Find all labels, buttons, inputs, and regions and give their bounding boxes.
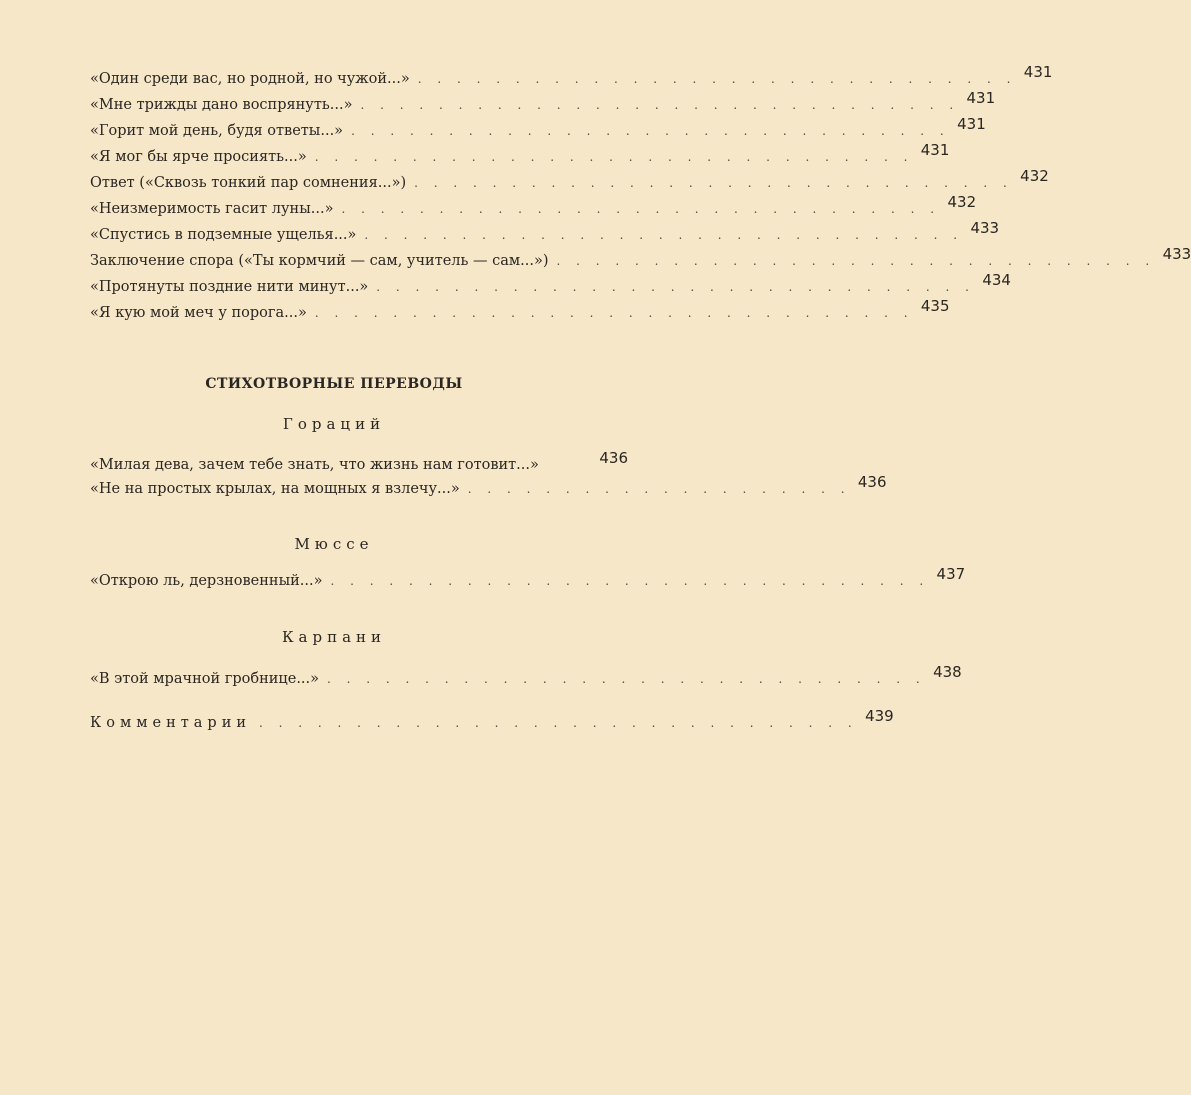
toc-entry-page: 435 (920, 297, 950, 315)
toc-entry[interactable] (90, 89, 996, 116)
toc-entry-page: 437 (936, 565, 966, 583)
toc-entry[interactable] (90, 473, 887, 500)
dot-leader: . . . . . . . . . . . . . . . . . . . . . . . . . . . . . . . (414, 176, 1013, 190)
toc-entry[interactable] (90, 167, 1049, 194)
author-heading-horace: Гораций (282, 415, 386, 433)
toc-entry-title: «Мне трижды дано воспрянуть...» (90, 97, 353, 113)
toc-entry[interactable] (90, 271, 1011, 298)
toc-entry-page: 431 (1023, 63, 1053, 81)
toc-entry-title: Ответ («Сквозь тонкий пар сомнения...») (90, 175, 407, 191)
dot-leader: . . . . . . . . . . . . . . . . . . . . . . . . . . . . . . . (341, 202, 941, 216)
toc-entry-page: 436 (857, 473, 887, 491)
toc-entry-page: 436 (599, 449, 628, 467)
toc-entry-title: Комментарии (90, 715, 252, 731)
toc-entry-title: «Открою ль, дерзновенный...» (90, 573, 323, 589)
dot-leader: . . . . . . . . . . . . . . . . . . . . . . . . . . . . . . . (330, 574, 930, 588)
dot-leader: . . . . . . . . . . . . . . . . . . . . . . . . . . . . . . . (314, 150, 914, 164)
toc-entry-title: «Спустись в подземные ущелья...» (90, 227, 357, 243)
section-heading-translations: СТИХОТВОРНЫЕ ПЕРЕВОДЫ (205, 376, 463, 392)
toc-entry[interactable] (90, 565, 966, 592)
author-heading-musset: Мюссе (294, 535, 374, 553)
toc-entry-page: 434 (982, 271, 1011, 289)
toc-entry[interactable] (90, 219, 1000, 246)
toc-entry[interactable] (90, 663, 962, 690)
dot-leader: . . . . . . . . . . . . . . . . . . . . . . . . . . . . . . . (376, 280, 975, 294)
toc-entry-page: 438 (933, 663, 962, 681)
dot-leader: . . . . . . . . . . . . . . . . . . . . . . . . . . . . . . . (314, 306, 914, 320)
dot-leader: . . . . . . . . . . . . . . . . . . . . . . . . . . . . . . . (417, 72, 1017, 86)
dot-leader: . . . . . . . . . . . . . . . . . . . . . . . . . . . . . . . (556, 254, 1156, 268)
toc-entry-title: «Протянуты поздние нити минут...» (90, 279, 369, 295)
toc-entry-title: «Неизмеримость гасит луны...» (90, 201, 334, 217)
dot-leader: . . . . . . . . . . . . . . . . . . . . (467, 482, 851, 496)
toc-entry-page: 431 (957, 115, 986, 133)
toc-entry-page: 431 (966, 89, 996, 107)
toc-entry-title: Заключение спора («Ты кормчий — сам, учитель — сам...») (90, 253, 549, 269)
toc-entry-commentary[interactable] (90, 707, 894, 734)
toc-entry[interactable] (90, 115, 986, 142)
toc-entry-page: 431 (920, 141, 950, 159)
dot-leader: . . . . . . . . . . . . . . . . . . . . . . . . . . . . . . . (360, 98, 960, 112)
author-heading-carpani: Карпани (281, 628, 387, 646)
toc-entry[interactable] (90, 297, 950, 324)
toc-entry-title: «Милая дева, зачем тебе знать, что жизнь нам готовит...» (90, 457, 539, 473)
toc-entry-page: 433 (970, 219, 1000, 237)
toc-entry-title: «Я мог бы ярче просиять...» (90, 149, 307, 165)
toc-entry-title: «Не на простых крылах, на мощных я взлечу...» (90, 481, 460, 497)
toc-entry[interactable] (90, 449, 628, 476)
toc-entry-title: «В этой мрачной гробнице...» (90, 671, 320, 687)
toc-entry-title: «Я кую мой меч у порога...» (90, 305, 307, 321)
toc-entry-page: 439 (865, 707, 894, 725)
toc-entry-page: 432 (1020, 167, 1049, 185)
toc-entry[interactable] (90, 141, 950, 168)
toc-entry-page: 433 (1162, 245, 1191, 263)
toc-entry-title: «Горит мой день, будя ответы...» (90, 123, 344, 139)
dot-leader: . . . . . . . . . . . . . . . . . . . . . . . . . . . . . . . (327, 672, 926, 686)
toc-entry[interactable] (90, 193, 977, 220)
dot-leader: . . . . . . . . . . . . . . . . . . . . . . . . . . . . . . . (364, 228, 964, 242)
dot-leader: . . . . . . . . . . . . . . . . . . . . . . . . . . . . . . . (259, 716, 858, 730)
dot-leader: . . . . . . . . . . . . . . . . . . . . . . . . . . . . . . . (351, 124, 950, 138)
toc-entry[interactable] (90, 245, 1191, 272)
toc-entry[interactable] (90, 63, 1053, 90)
toc-entry-title: «Один среди вас, но родной, но чужой...» (90, 71, 410, 87)
toc-entry-page: 432 (947, 193, 977, 211)
